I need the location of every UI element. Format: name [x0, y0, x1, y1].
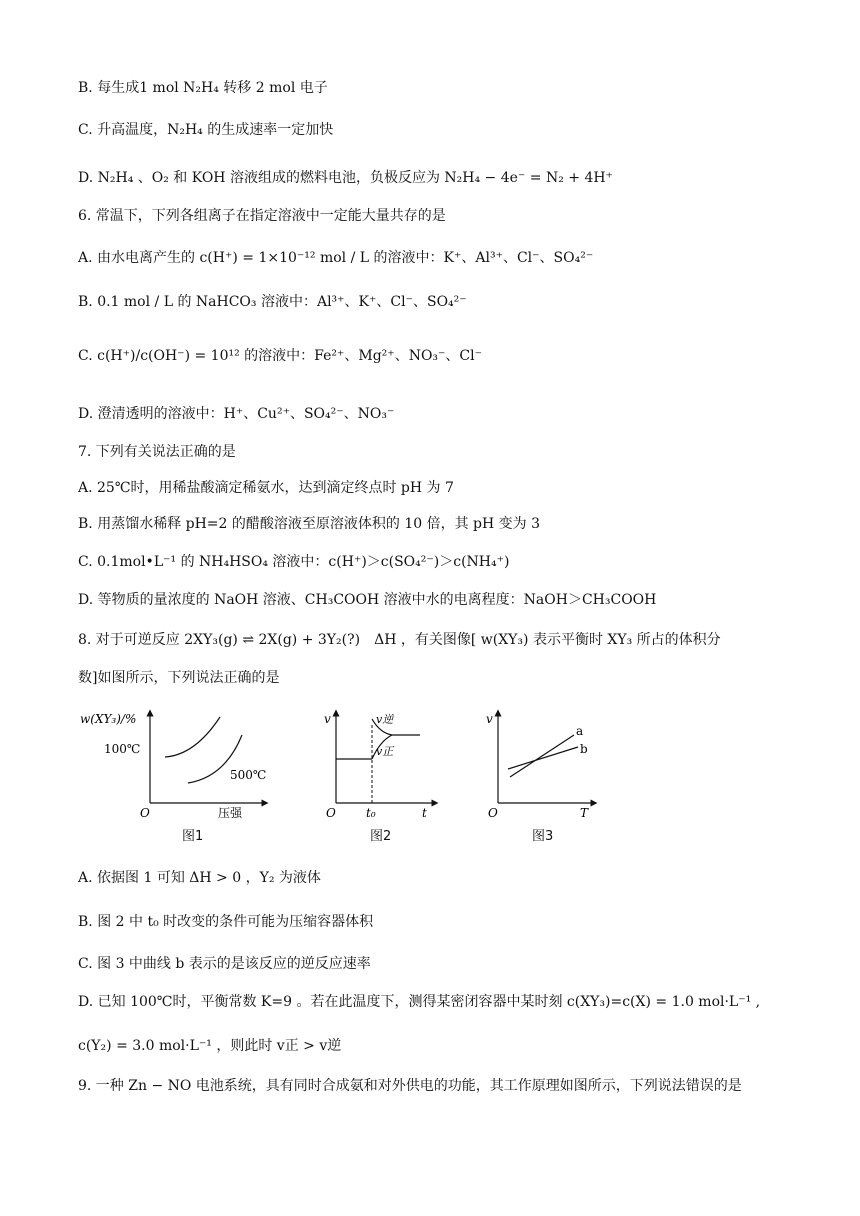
- fig2-ylabel: v: [324, 712, 331, 726]
- fig2-label-lower: v正: [376, 745, 394, 758]
- question-6: 6. 常温下，下列各组离子在指定溶液中一定能大量共存的是: [78, 208, 446, 224]
- fig3-origin: O: [488, 806, 498, 820]
- q6-option-c: C. c(H⁺)/c(OH⁻) = 10¹² 的溶液中：Fe²⁺、Mg²⁺、NO₃⁻、Cl⁻: [78, 348, 482, 364]
- fig1-origin: O: [140, 806, 150, 820]
- text-line-1: B. 每生成1 mol N₂H₄ 转移 2 mol 电子: [78, 80, 328, 96]
- q6-option-d: D. 澄清透明的溶液中：H⁺、Cu²⁺、SO₄²⁻、NO₃⁻: [78, 406, 395, 422]
- q7-option-a: A. 25℃时，用稀盐酸滴定稀氨水，达到滴定终点时 pH 为 7: [78, 480, 454, 496]
- fig2-origin: O: [326, 806, 336, 820]
- figure-1: [80, 705, 270, 845]
- fig3-label-b: b: [580, 742, 588, 756]
- fig2-caption: 图2: [370, 829, 392, 844]
- fig2-label-upper: v逆: [376, 713, 394, 726]
- question-8-cont: 数]如图所示，下列说法正确的是: [78, 670, 280, 686]
- fig1-caption: 图1: [182, 829, 204, 844]
- question-7: 7. 下列有关说法正确的是: [78, 444, 236, 460]
- fig3-xlabel: T: [580, 806, 589, 820]
- fig2-t0: t₀: [366, 806, 376, 820]
- fig2-xlabel: t: [422, 806, 427, 820]
- fig3-curve-a: [510, 735, 574, 777]
- fig3-caption: 图3: [532, 829, 554, 844]
- fig3-ylabel: v: [486, 712, 493, 726]
- q6-option-a: A. 由水电离产生的 c(H⁺) = 1×10⁻¹² mol / L 的溶液中：K⁺、Al³⁺、Cl⁻、SO₄²⁻: [78, 250, 594, 266]
- question-9: 9. 一种 Zn − NO 电池系统，具有同时合成氨和对外供电的功能，其工作原理如图所示，下列说法错误的是: [78, 1078, 742, 1094]
- q8-option-d-cont: c(Y₂) = 3.0 mol·L⁻¹ ，则此时 v正 > v逆: [78, 1038, 342, 1054]
- fig3-curve-b: [508, 747, 578, 769]
- text-line-2: C. 升高温度，N₂H₄ 的生成速率一定加快: [78, 122, 334, 138]
- q8-option-b: B. 图 2 中 t₀ 时改变的条件可能为压缩容器体积: [78, 914, 374, 930]
- fig1-curve-100: [165, 717, 220, 757]
- fig1-ylabel: w(XY₃)/%: [80, 712, 137, 726]
- figure-3: [482, 705, 602, 845]
- q6-option-b: B. 0.1 mol / L 的 NaHCO₃ 溶液中：Al³⁺、K⁺、Cl⁻、SO₄²⁻: [78, 294, 467, 310]
- q7-option-d: D. 等物质的量浓度的 NaOH 溶液、CH₃COOH 溶液中水的电离程度：NaOH＞CH₃COOH: [78, 592, 657, 608]
- question-8: 8. 对于可逆反应 2XY₃(g) ⇌ 2X(g) + 3Y₂(?) ΔH ，有关图像[ w(XY₃) 表示平衡时 XY₃ 所占的体积分: [78, 632, 721, 648]
- fig1-xlabel: 压强: [218, 806, 243, 820]
- fig3-label-a: a: [576, 724, 584, 738]
- fig1-label-100: 100℃: [104, 742, 141, 756]
- q7-option-b: B. 用蒸馏水稀释 pH=2 的醋酸溶液至原溶液体积的 10 倍，其 pH 变为 3: [78, 516, 541, 532]
- figure-2: [320, 705, 440, 845]
- q8-option-d: D. 已知 100℃时，平衡常数 K=9 。若在此温度下，测得某密闭容器中某时刻 c(XY₃)=c(X) = 1.0 mol·L⁻¹ ,: [78, 994, 761, 1010]
- fig1-label-500: 500℃: [230, 768, 267, 782]
- text-line-3: D. N₂H₄ 、O₂ 和 KOH 溶液组成的燃料电池，负极反应为 N₂H₄ − 4e⁻ = N₂ + 4H⁺: [78, 170, 613, 186]
- q8-option-c: C. 图 3 中曲线 b 表示的是该反应的逆反应速率: [78, 956, 371, 972]
- q8-option-a: A. 依据图 1 可知 ΔH > 0 ，Y₂ 为液体: [78, 870, 321, 886]
- q7-option-c: C. 0.1mol•L⁻¹ 的 NH₄HSO₄ 溶液中：c(H⁺)＞c(SO₄²⁻)＞c(NH₄⁺): [78, 554, 510, 570]
